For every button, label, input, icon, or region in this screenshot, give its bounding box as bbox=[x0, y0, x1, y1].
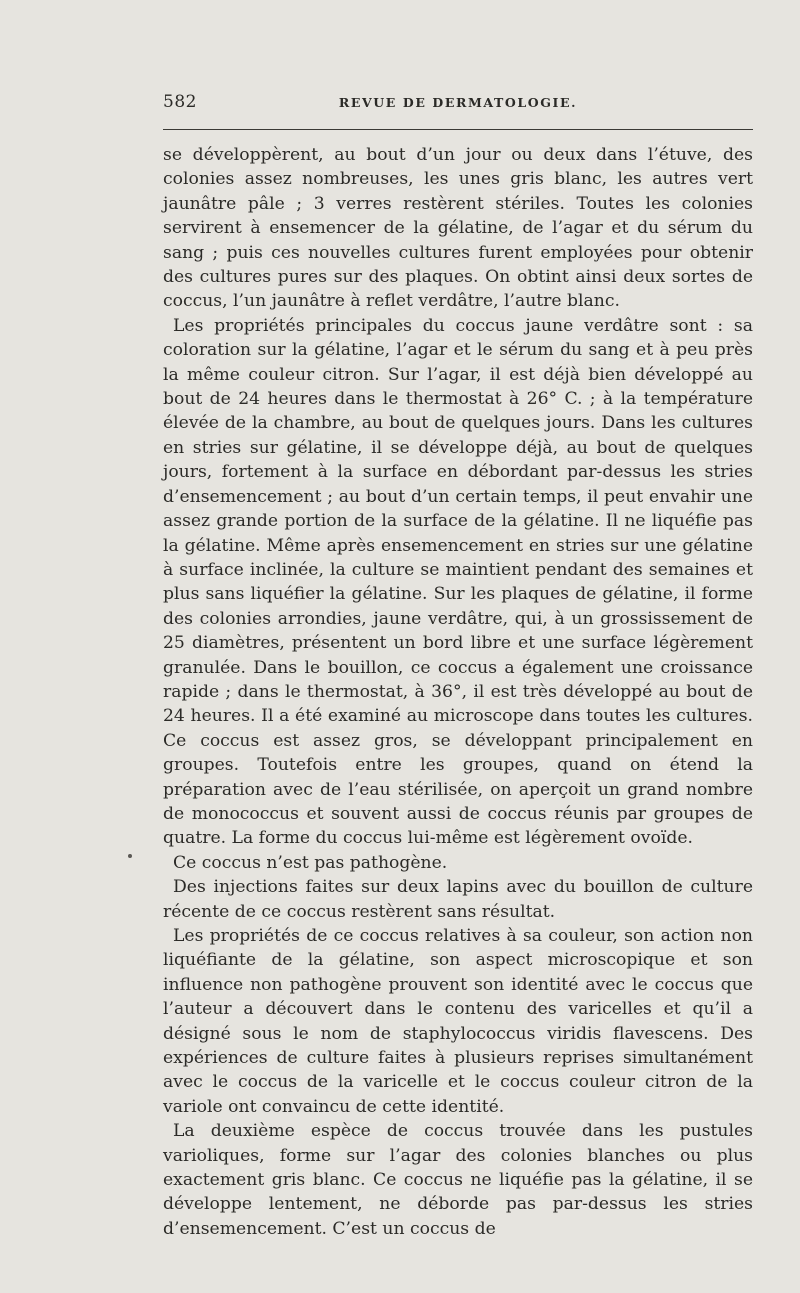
body-text bbox=[163, 143, 753, 1241]
paragraph-4: Des injections faites sur deux lapins avec du bouillon de culture récente de ce coccus restèrent sans résultat. bbox=[163, 877, 753, 922]
paragraph-3: Ce coccus n’est pas pathogène. bbox=[173, 852, 448, 873]
paragraph-5: Les propriétés de ce coccus relatives à sa couleur, son action non liquéfiante de la gélatine, son aspect microscopique et son influence non pathogène prouvent son identité avec le coccus que l’auteur a découvert dans le contenu des varicelles et qu’il a désigné sous le nom de staphylococcus viridis flavescens. Des expériences de culture faites à plusieurs reprises simultanément avec le coccus de la varicelle et le coccus couleur citron de la variole ont convaincu de cette identité. bbox=[163, 926, 753, 1117]
paragraph-6: La deuxième espèce de coccus trouvée dans les pustules varioliques, forme sur l’agar des colonies blanches ou plus exactement gris blanc. Ce coccus ne liquéfie pas la gélatine, il se développe lentement, ne déborde pas par-dessus les stries d’ensemencement. C’est un coccus de bbox=[163, 1121, 753, 1239]
margin-speck bbox=[128, 854, 132, 858]
paragraph-2: Les propriétés principales du coccus jaune verdâtre sont : sa coloration sur la gélatine, l’agar et le sérum du sang et à peu près la même couleur citron. Sur l’agar, il est déjà bien développé au bout de 24 heures dans le thermostat à 26° C. ; à la température élevée de la chambre, au bout de quelques jours. Dans les cultures en stries sur gélatine, il se développe déjà, au bout de quelques jours, fortement à la surface en débordant par-dessus les stries d’ensemencement ; au bout d’un certain temps, il peut envahir une assez grande portion de la surface de la gélatine. Il ne liquéfie pas la gélatine. Même après ensemencement en stries sur une gélatine à surface inclinée, la culture se maintient pendant des semaines et plus sans liquéfier la gélatine. Sur les plaques de gélatine, il forme des colonies arrondies, jaune verdâtre, qui, à un grossissement de 25 diamètres, présentent un bord libre et une surface légèrement granulée. Dans le bouillon, ce coccus a également une croissance rapide ; dans le thermostat, à 36°, il est très développé au bout de 24 heures. Il a été examiné au microscope dans toutes les cultures. Ce coccus est assez gros, se développant principalement en groupes. Toutefois entre les groupes, quand on étend la préparation avec de l’eau stérilisée, on aperçoit un grand nombre de monococcus et souvent aussi de coccus réunis par groupes de quatre. La forme du coccus lui-même est légèrement ovoïde. bbox=[163, 315, 753, 849]
page-header bbox=[163, 92, 753, 122]
page-number: 582 bbox=[163, 92, 197, 112]
header-rule bbox=[163, 129, 753, 130]
running-title: REVUE DE DERMATOLOGIE. bbox=[338, 95, 578, 110]
paragraph-1: se développèrent, au bout d’un jour ou deux dans l’étuve, des colonies assez nombreuses, les unes gris blanc, les autres vert jaunâtre pâle ; 3 verres restèrent stériles. Toutes les colonies servirent à ensemencer de la gélatine, de l’agar et du sérum du sang ; puis ces nouvelles cultures furent employées pour obtenir des cultures pures sur des plaques. On obtint ainsi deux sortes de coccus, l’un jaunâtre à reflet verdâtre, l’autre blanc. bbox=[163, 145, 753, 312]
